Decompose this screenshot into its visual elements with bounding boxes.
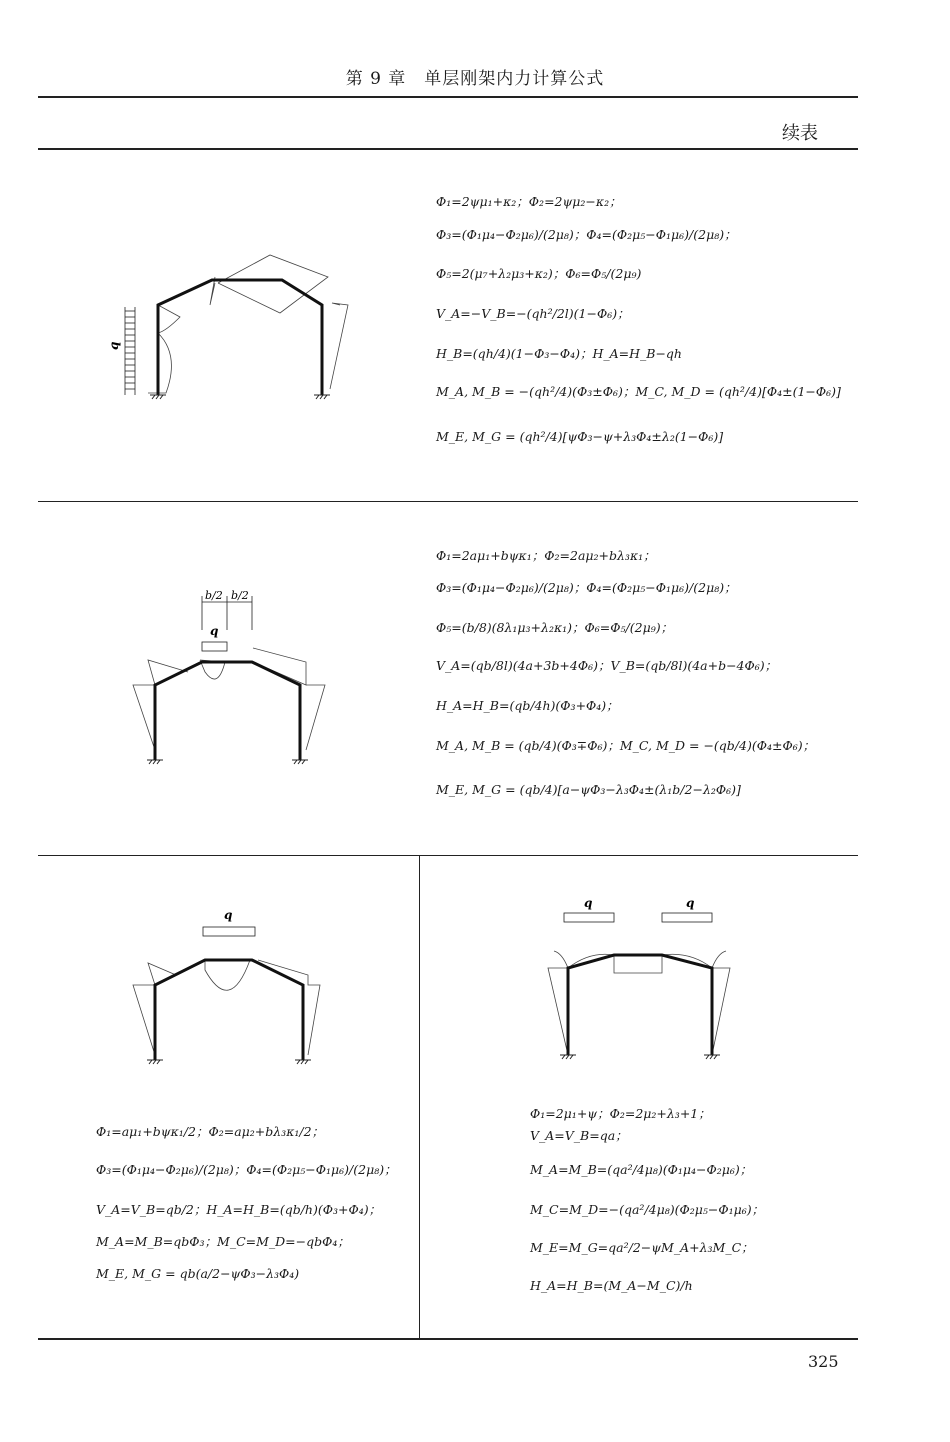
formula-line: M_E, M_G = qb(a/2−ψΦ₃−λ₃Φ₄) (96, 1266, 300, 1281)
formula-line: H_B=(qh/4)(1−Φ₃−Φ₄)；H_A=H_B−qh (436, 346, 682, 361)
distributed-load-block (202, 642, 227, 651)
formula-line: Φ₃=(Φ₁μ₄−Φ₂μ₆)/(2μ₈)；Φ₄=(Φ₂μ₅−Φ₁μ₆)/(2μ₈)； (96, 1162, 397, 1177)
frame-members (568, 955, 712, 1055)
formula-line: V_A=V_B=qb/2；H_A=H_B=(qb/h)(Φ₃+Φ₄)； (96, 1202, 382, 1217)
fixed-supports (560, 1055, 720, 1059)
fixed-supports (147, 760, 308, 764)
column-divider (419, 855, 420, 1339)
frame-diagram-case3 (130, 905, 340, 1075)
formula-line: Φ₁=2aμ₁+bψκ₁；Φ₂=2aμ₂+bλ₃κ₁； (436, 548, 656, 563)
continued-label: 续表 (782, 123, 818, 144)
formula-line: M_A=M_B=qbΦ₃；M_C=M_D=−qbΦ₄； (96, 1234, 350, 1249)
distributed-load-block (203, 927, 255, 936)
moment-diagram (148, 255, 348, 393)
formula-line: M_A, M_B = (qb/4)(Φ₃∓Φ₆)；M_C, M_D = −(qb/4)(Φ₄±Φ₆)； (436, 738, 816, 753)
formula-line: H_A=H_B=(M_A−M_C)/h (530, 1278, 693, 1293)
distributed-load-block-right (662, 913, 712, 922)
frame-diagram-case4 (540, 893, 740, 1063)
fixed-supports (147, 1060, 311, 1064)
formula-line: Φ₁=2ψμ₁+κ₂；Φ₂=2ψμ₂−κ₂； (436, 194, 622, 209)
formula-line: H_A=H_B=(qb/4h)(Φ₃+Φ₄)； (436, 698, 619, 713)
formula-line: Φ₁=2μ₁+ψ；Φ₂=2μ₂+λ₃+1； (530, 1106, 711, 1121)
formulas-case4 (530, 1108, 850, 1308)
frame-diagram-case2 (130, 590, 340, 770)
header-rule (38, 96, 858, 98)
formulas-case2 (436, 550, 846, 840)
formula-line: M_E, M_G = (qh²/4)[ψΦ₃−ψ+λ₃Φ₄±λ₂(1−Φ₆)] (436, 429, 724, 444)
distributed-load-block-left (564, 913, 614, 922)
table-top-rule (38, 148, 858, 150)
formula-line: M_A=M_B=(qa²/4μ₈)(Φ₁μ₄−Φ₂μ₆)； (530, 1162, 753, 1177)
formula-line: Φ₁=aμ₁+bψκ₁/2；Φ₂=aμ₂+bλ₃κ₁/2； (96, 1124, 325, 1139)
formula-line: M_C=M_D=−(qa²/4μ₈)(Φ₂μ₅−Φ₁μ₆)； (530, 1202, 765, 1217)
formula-line: V_A=(qb/8l)(4a+3b+4Φ₆)；V_B=(qb/8l)(4a+b−4Φ₆)； (436, 658, 778, 673)
moment-diagram (133, 960, 320, 1055)
load-label-q: q (107, 341, 121, 350)
formula-line: M_A, M_B = −(qh²/4)(Φ₃±Φ₆)；M_C, M_D = (qh²/4)[Φ₄±(1−Φ₆)] (436, 384, 841, 399)
chapter-title: 第 9 章 单层刚架内力计算公式 (345, 69, 605, 89)
frame-members (155, 662, 300, 760)
distributed-load-arrows (125, 307, 135, 395)
dimension-label-right: b/2 (231, 589, 249, 602)
formula-line: Φ₃=(Φ₁μ₄−Φ₂μ₆)/(2μ₈)；Φ₄=(Φ₂μ₅−Φ₁μ₆)/(2μ₈)； (436, 580, 737, 595)
formula-line: Φ₅=(b/8)(8λ₁μ₃+λ₂κ₁)；Φ₆=Φ₅/(2μ₉)； (436, 620, 674, 635)
dimension-label-left: b/2 (205, 589, 223, 602)
formula-line: M_E=M_G=qa²/2−ψM_A+λ₃M_C； (530, 1240, 754, 1255)
load-label-q: q (224, 908, 233, 922)
formula-line: Φ₅=2(μ₇+λ₂μ₃+κ₂)；Φ₆=Φ₅/(2μ₉) (436, 266, 642, 281)
page-number: 325 (808, 1352, 839, 1371)
formula-line: Φ₃=(Φ₁μ₄−Φ₂μ₆)/(2μ₈)；Φ₄=(Φ₂μ₅−Φ₁μ₆)/(2μ₈)； (436, 227, 737, 242)
fixed-supports (150, 395, 330, 399)
frame-members (158, 280, 322, 395)
row-divider-1 (38, 501, 858, 502)
frame-members (155, 960, 303, 1060)
formula-line: M_E, M_G = (qb/4)[a−ψΦ₃−λ₃Φ₄±(λ₁b/2−λ₂Φ₆)] (436, 782, 741, 797)
load-label-q: q (210, 624, 219, 638)
table-bottom-rule (38, 1338, 858, 1340)
load-label-q-left: q (584, 896, 593, 910)
load-label-q-right: q (686, 896, 695, 910)
formulas-case3 (96, 1126, 411, 1306)
row-divider-2 (38, 855, 858, 856)
formulas-case1 (436, 196, 846, 486)
frame-diagram-case1 (100, 255, 360, 405)
formula-line: V_A=V_B=qa； (530, 1128, 628, 1143)
formula-line: V_A=−V_B=−(qh²/2l)(1−Φ₆)； (436, 306, 630, 321)
